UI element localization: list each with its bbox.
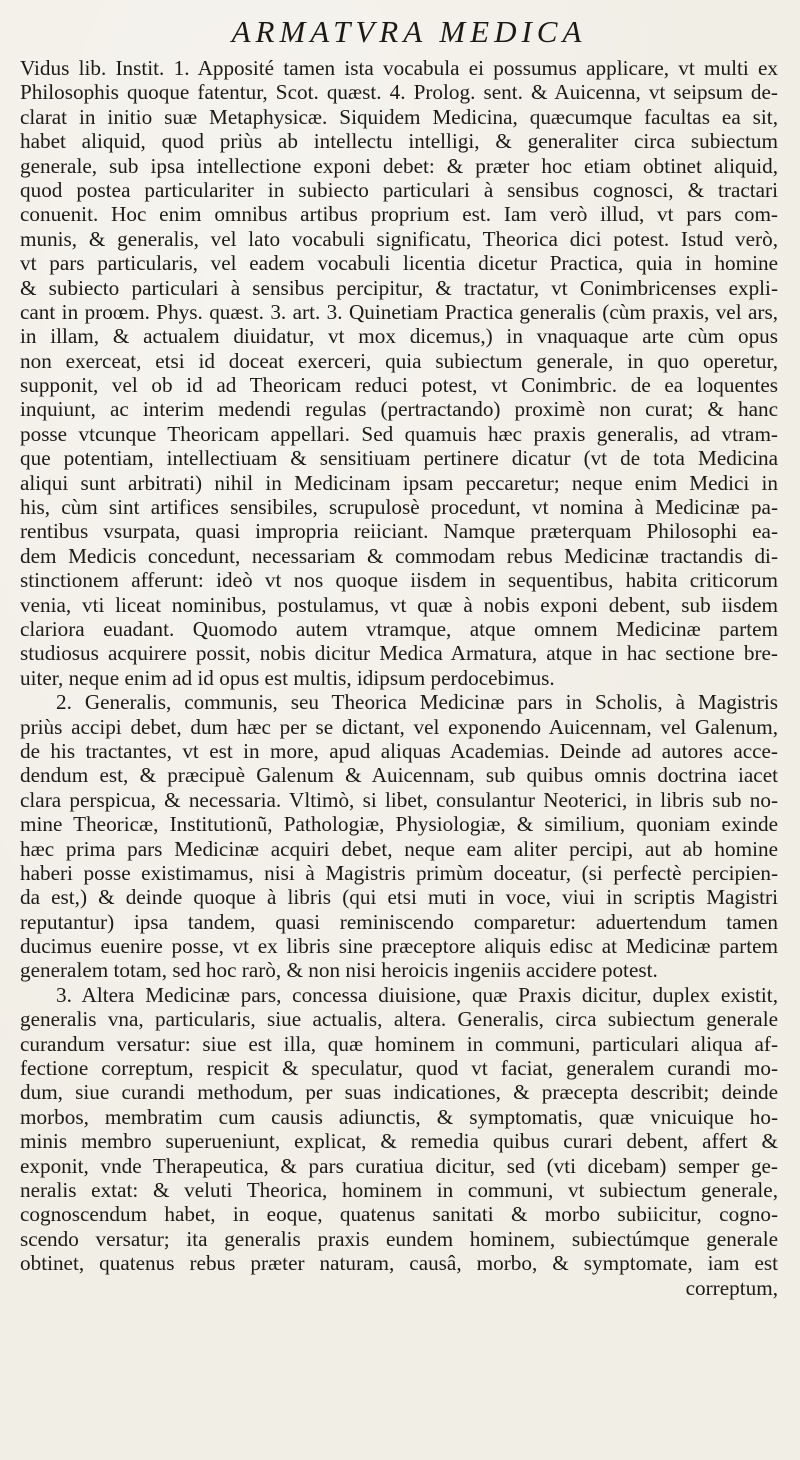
text-line: morbos, membratim cum causis adiunctis, & symptomatis, quæ vnicuique ho- (20, 1104, 778, 1129)
text-line: generale, sub ipsa intellectione exponi debet: & præter hoc etiam obtinet aliquid, (20, 153, 778, 178)
text-line: his, cùm sint artifices sensibiles, scrupulosè procedunt, vt nomina à Medicinæ pa- (20, 495, 778, 520)
text-line: exponit, vnde Therapeutica, & pars curatiua dicitur, sed (vti dicebam) semper ge- (20, 1153, 778, 1178)
text-line: habet aliquid, quod priùs ab intellectu intelligi, & generaliter circa subiectum (20, 129, 778, 154)
text-line: dum, siue curandi methodum, per suas indicationes, & præcepta describit; deinde (20, 1080, 778, 1105)
text-body (20, 56, 778, 1300)
text-line: haberi posse existimamus, nisi à Magistris primùm doceatur, (si perfectè percipien- (20, 860, 778, 885)
text-line: clariora euadant. Quomodo autem vtramque, atque omnem Medicinæ partem (20, 616, 778, 641)
text-line: generalis vna, particularis, siue actualis, altera. Generalis, circa subiectum generale (20, 1007, 778, 1032)
text-line: munis, & generalis, vel lato vocabuli significatu, Theorica dici potest. Istud verò, (20, 226, 778, 251)
text-line: fectione correptum, respicit & speculatur, quod vt faciat, generalem curandi mo- (20, 1056, 778, 1081)
text-line: correptum, (685, 1275, 778, 1300)
text-line: mine Theoricæ, Institutionũ, Pathologiæ, Physiologiæ, & similium, quoniam exinde (20, 812, 778, 837)
text-line: stinctionem afferunt: ideò vt nos quoque iisdem in sequentibus, habita criticorum (20, 568, 778, 593)
text-line: generalem totam, sed hoc rarò, & non nisi heroicis ingeniis accidere potest. (20, 958, 658, 983)
text-line: conuenit. Hoc enim omnibus artibus proprium est. Iam verò illud, vt pars com- (20, 202, 778, 227)
text-line: clara perspicua, & necessaria. Vltimò, si libet, consulantur Neoterici, in libris sub no- (20, 787, 778, 812)
text-line: venia, vti liceat nominibus, postulamus, vt quæ à nobis exponi debent, sub iisdem (20, 592, 778, 617)
text-line: cant in proœm. Phys. quæst. 3. art. 3. Quinetiam Practica generalis (cùm praxis, vel ars, (20, 299, 778, 324)
text-line: dem Medicis concedunt, necessariam & commodam rebus Medicinæ tractandis di- (20, 543, 778, 568)
text-line: priùs accipi debet, dum hæc per se dictant, vel exponendo Auicennam, vel Galenum, (20, 714, 778, 739)
text-line: hæc prima pars Medicinæ acquiri debet, neque eam aliter percipi, aut ab homine (20, 836, 778, 861)
text-line: reputantur) ipsa tandem, quasi reminiscendo comparetur: aduertendum tamen (20, 909, 778, 934)
running-head: ARMATVRA MEDICA (231, 14, 587, 49)
text-line: cognoscendum habet, in eoque, quatenus sanitati & morbo subiicitur, cogno- (20, 1202, 778, 1227)
text-line: que potentiam, intellectiuam & sensitiuam pertinere dicatur (vt de tota Medicina (20, 446, 778, 471)
text-line: minis membro superueniunt, explicat, & remedia quibus curari debent, affert & (20, 1129, 778, 1154)
text-line: uiter, neque enim ad id opus est multis, idipsum perdocebimus. (20, 665, 555, 690)
text-line: curandum versatur: siue est illa, quæ hominem in communi, particulari aliqua af- (20, 1031, 778, 1056)
text-line: obtinet, quatenus rebus præter naturam, causâ, morbo, & symptomate, iam est (20, 1251, 778, 1276)
text-line: studiosus acquirere possit, nobis dicitur Medica Armatura, atque in hac sectione bre- (20, 641, 778, 666)
text-line: rentibus vsurpata, quasi impropria reiiciant. Namque præterquam Philosophi ea- (20, 519, 778, 544)
text-line: ducimus euenire posse, vt ex libris sine præceptore aliquis edisc at Medicinæ partem (20, 934, 778, 959)
text-line: 3. Altera Medicinæ pars, concessa diuisione, quæ Praxis dicitur, duplex existit, (56, 982, 778, 1007)
text-line: & subiecto particulari à sensibus percipitur, & tractatur, vt Conimbricenses expli- (20, 275, 778, 300)
text-line: non exerceat, etsi id doceat exerceri, quia subiectum generale, in quo operetur, (20, 348, 778, 373)
text-line: da est,) & deinde quoque à libris (qui etsi muti in voce, viui in scriptis Magistri (20, 885, 778, 910)
text-line: in illam, & actualem diuidatur, vt mox dicemus,) in vnaquaque arte cùm opus (20, 324, 778, 349)
text-line: Vidus lib. Instit. 1. Apposité tamen ista vocabula ei possumus applicare, vt multi ex (20, 56, 778, 80)
text-line: quod postea particulariter in subiecto particulari à sensibus cognosci, & tractari (20, 177, 778, 202)
text-line: Philosophis quoque fatentur, Scot. quæst. 4. Prolog. sent. & Auicenna, vt seipsum de- (20, 80, 778, 105)
text-line: clarat in initio suæ Metaphysicæ. Siquidem Medicina, quæcumque facultas ea sit, (20, 104, 778, 129)
text-line: de his tractantes, vt est in more, apud aliquas Academias. Deinde ad autores acce- (20, 738, 778, 763)
text-line: supponit, vel ob id ad Theoricam reduci potest, vt Conimbric. de ea loquentes (20, 373, 778, 398)
text-line: dendum est, & præcipuè Galenum & Auicennam, sub quibus omnis doctrina iacet (20, 763, 778, 788)
text-line: scendo versatur; ita generalis praxis eundem hominem, subiectúmque generale (20, 1226, 778, 1251)
text-line: inquiunt, ac interim medendi regulas (pertractando) proximè non curat; & hanc (20, 397, 778, 422)
text-line: vt pars particularis, vel eadem vocabuli licentia dicetur Practica, quia in homine (20, 251, 778, 276)
text-line: posse vtcunque Theoricam appellari. Sed quamuis hæc praxis generalis, ad vtram- (20, 421, 778, 446)
text-line: aliqui sunt arbitrati) nihil in Medicinam ipsam peccaretur; neque enim Medici in (20, 470, 778, 495)
text-line: neralis extat: & veluti Theorica, hominem in communi, vt subiectum generale, (20, 1177, 778, 1202)
text-line: 2. Generalis, communis, seu Theorica Medicinæ pars in Scholis, à Magistris (56, 690, 778, 715)
